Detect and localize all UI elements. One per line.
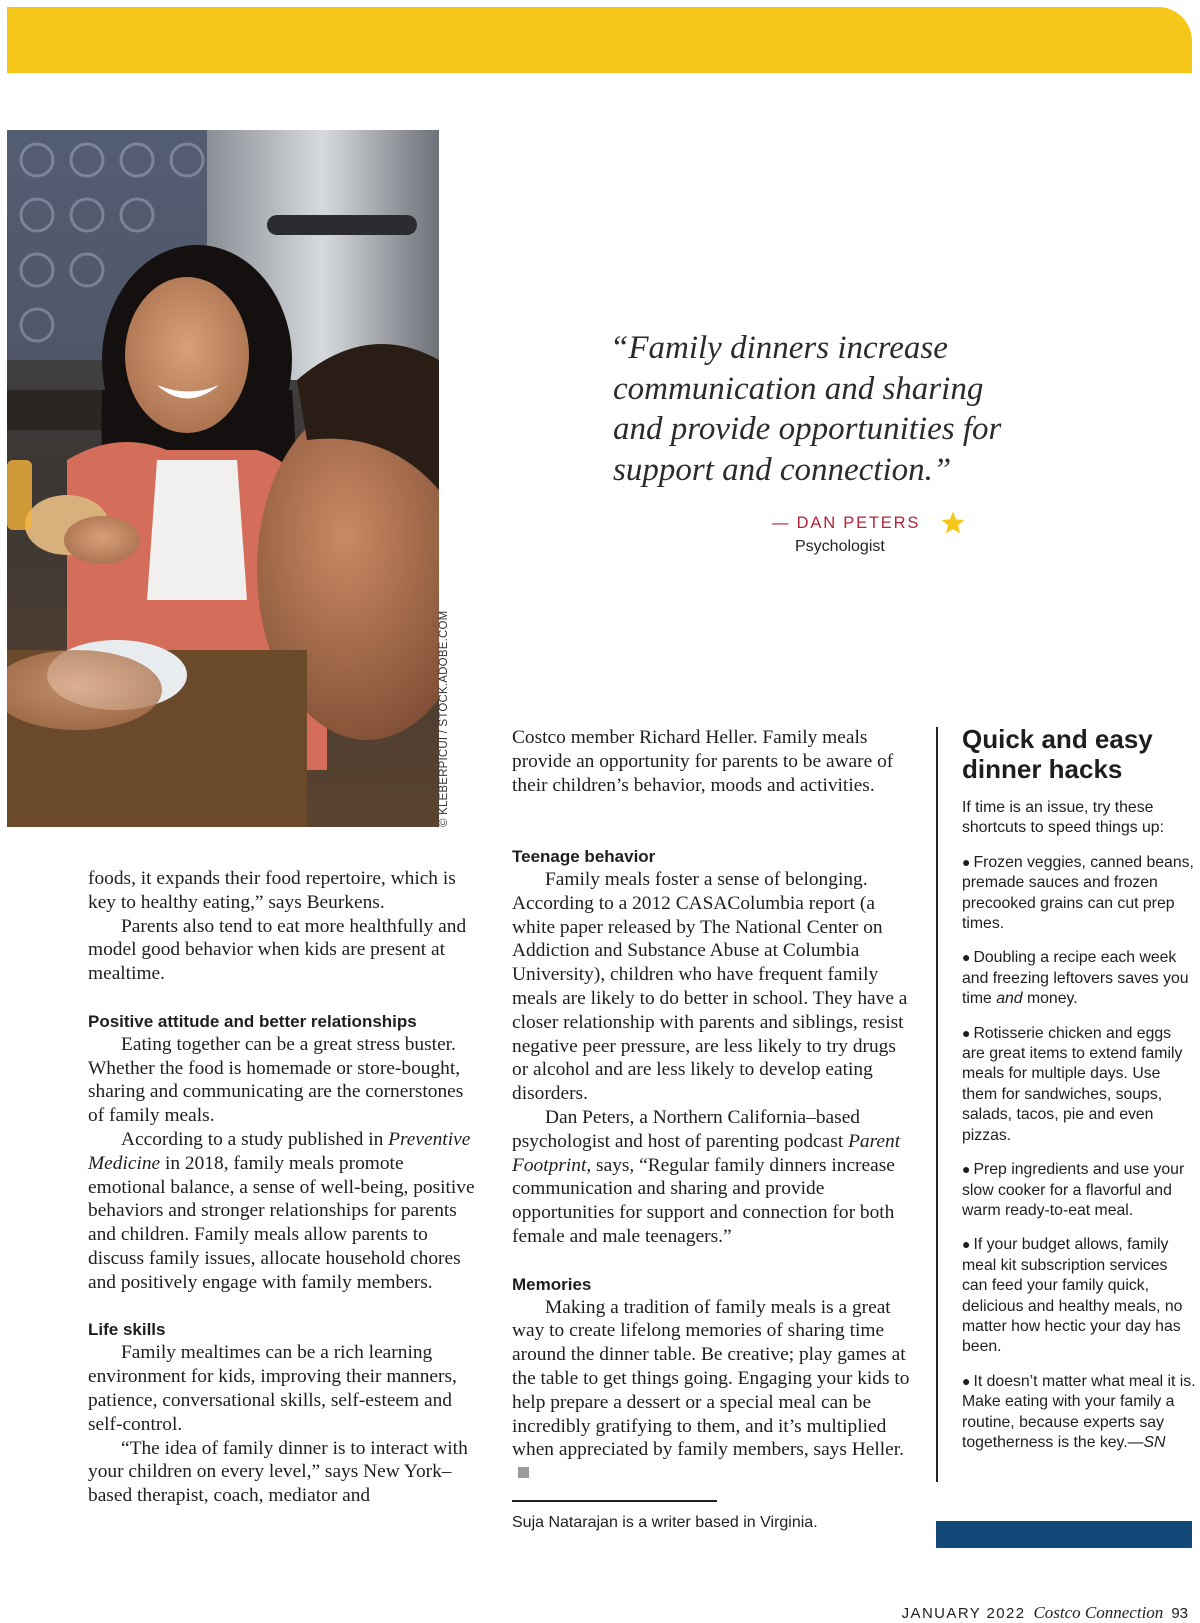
dinner-hacks-sidebar — [962, 724, 1196, 1466]
sidebar-title: Quick and easy dinner hacks — [962, 724, 1153, 784]
family-dinner-photo — [7, 130, 439, 827]
body-paragraph: According to a study published in Preventive Medicine in 2018, family meals promote emotional balance, a sense of well-being, positive behaviors and stronger relationships for parents and children. Family meals allow parents to discuss family issues, allocate household chores and positively engage with family members. — [88, 1128, 475, 1293]
body-paragraph: Parents also tend to eat more healthfully and model good behavior when kids are present at mealtime. — [88, 915, 467, 985]
bullet-icon: ● — [962, 949, 971, 966]
sidebar-intro: If time is an issue, try these shortcuts to speed things up: — [962, 799, 1164, 837]
bullet-icon: ● — [962, 1372, 971, 1389]
list-item: ● Frozen veggies, canned beans, premade sauces and frozen precooked grains can cut prep times. — [962, 853, 1194, 933]
star-icon — [940, 510, 966, 536]
body-paragraph: Making a tradition of family meals is a great way to create lifelong memories of sharing time around the dinner table. Be creative; play games at the table to get things going. Engaging your kids to help prepare a dessert or a special meal can be incredibly gratifying to them, and it’s multiplied when appreciated by family members, says Heller. — [512, 1296, 912, 1486]
article-column-1 — [88, 867, 480, 1508]
sidebar-divider — [936, 727, 938, 1482]
body-paragraph: Eating together can be a great stress buster. Whether the food is homemade or store-bought, sharing and communicating are the cornerstones of family meals. — [88, 1033, 464, 1127]
list-item: ● Prep ingredients and use your slow cooker for a flavorful and warm ready-to-eat meal. — [962, 1161, 1185, 1219]
podcast-title: Parent Footprint — [512, 1130, 901, 1176]
article-column-2 — [512, 845, 912, 1486]
section-heading: Positive attitude and better relationships — [88, 1011, 417, 1031]
pull-quote-line: support and connection.” — [613, 451, 952, 488]
body-paragraph: Family mealtimes can be a rich learning environment for kids, improving their manners, patience, conversational skills, self-esteem and self-control. — [88, 1342, 457, 1435]
article-column-2-top — [512, 726, 912, 797]
sidebar-blue-bar — [936, 1521, 1192, 1548]
pull-quote-line: “Family dinners increase — [610, 330, 948, 366]
list-item: ● Doubling a recipe each week and freezing leftovers saves you time and money. — [962, 949, 1189, 1008]
body-paragraph: Family meals foster a sense of belonging. According to a 2012 CASAColumbia report (a white paper released by The National Center on Addiction and Substance Abuse at Columbia University), children who have frequent family meals are likely to do better in school. They have a closer relationship with parents and siblings, resist negative peer pressure, are less likely to try drugs or alcohol and are less likely to develop eating disorders. — [512, 869, 908, 1105]
author-bio: Suja Natarajan is a writer based in Virginia. — [512, 1514, 818, 1531]
top-yellow-band — [7, 7, 1192, 73]
pull-quote — [610, 328, 1030, 490]
issue-date: JANUARY 2022 — [901, 1605, 1026, 1622]
page-number: 93 — [1171, 1605, 1188, 1622]
bullet-icon: ● — [962, 853, 971, 870]
body-paragraph: Costco member Richard Heller. Family meals provide an opportunity for parents to be aware of their children’s behavior, moods and activities. — [512, 727, 894, 796]
quote-author-role: Psychologist — [795, 538, 885, 555]
pull-quote-line: and provide opportunities for — [613, 411, 1002, 447]
pull-quote-line: communication and sharing — [613, 370, 984, 407]
list-item: ● If your budget allows, family meal kit subscription services can feed your family quick, delicious and healthy meals, no matter how hectic your day has been. — [962, 1236, 1183, 1356]
body-paragraph: Dan Peters, a Northern California–based psychologist and host of parenting podcast Parent Footprint, says, “Regular family dinners increase communication and sharing and provide opportunities for support and connection for both female and male teenagers.” — [512, 1106, 901, 1247]
photo-credit: © KLEBERPICUI / STOCK.ADOBE.COM — [438, 610, 450, 827]
bullet-icon: ● — [962, 1161, 971, 1178]
end-mark-icon — [518, 1467, 529, 1478]
section-heading: Memories — [512, 1274, 592, 1294]
hacks-list — [962, 852, 1196, 1454]
magazine-name: Costco Connection — [1033, 1603, 1164, 1622]
bullet-icon: ● — [962, 1236, 971, 1253]
section-heading: Teenage behavior — [512, 847, 656, 866]
body-paragraph: “The idea of family dinner is to interact with your children on every level,” says New York–based therapist, coach, mediator and — [88, 1437, 468, 1507]
bullet-icon: ● — [962, 1024, 971, 1041]
journal-title: Preventive Medicine — [88, 1128, 471, 1174]
list-item: ● It doesn’t matter what meal it is. Make eating with your family a routine, because experts say togetherness is the key.—SN — [962, 1372, 1196, 1451]
photo-illustration — [7, 130, 439, 827]
list-item: ● Rotisserie chicken and eggs are great items to extend family meals for multiple days. Use them for sandwiches, soups, salads, tacos, pie and even pizzas. — [962, 1024, 1183, 1144]
bio-divider — [512, 1500, 717, 1502]
quote-author: — DAN PETERS — [772, 514, 921, 532]
body-paragraph: foods, it expands their food repertoire, which is key to healthy eating,” says Beurkens. — [88, 868, 456, 913]
page-folio — [902, 1603, 1188, 1623]
section-heading: Life skills — [88, 1320, 166, 1340]
